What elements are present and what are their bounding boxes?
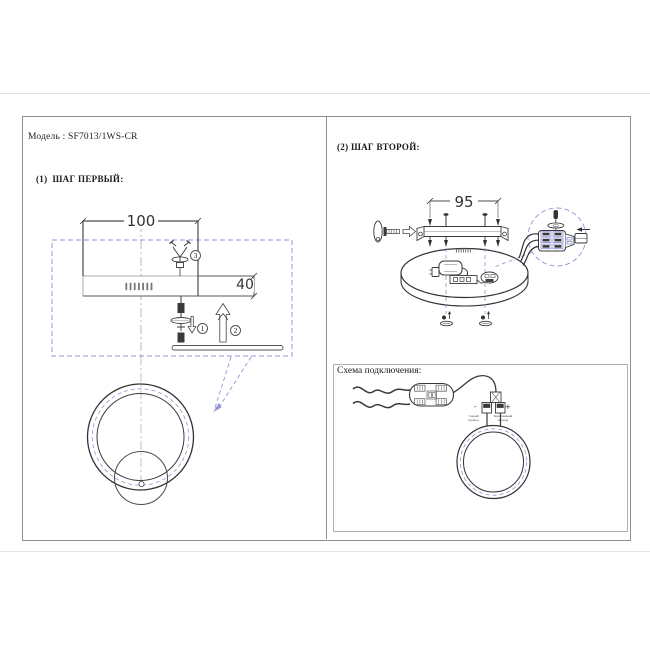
callout-3-badge: 3 (190, 250, 201, 261)
wiring-diagram (353, 376, 530, 499)
dashed-guide-box (52, 240, 292, 356)
callout-2-badge: 2 (230, 325, 241, 336)
lift-up-arrow (216, 304, 230, 343)
step1-drawing (52, 218, 292, 505)
stem-assembly (171, 296, 191, 343)
mounting-screw-assembly (170, 241, 191, 277)
step2-heading: (2) ШАГ ВТОРОЙ: (337, 142, 420, 152)
wire-connector (481, 272, 498, 283)
terminal-detail-callout (519, 208, 590, 266)
zoom-callout-leader (213, 357, 251, 412)
wire-label-left: Серый провод (468, 414, 479, 422)
mount-plate (83, 276, 254, 296)
disc-slots (457, 248, 471, 253)
ring-edge-view (172, 346, 283, 351)
bracket-screws (428, 213, 500, 247)
ring-lamp-front-view (88, 384, 194, 505)
mounting-bracket (417, 227, 508, 241)
callout-1-badge: 1 (197, 323, 208, 334)
disc-screws-washers (441, 311, 492, 326)
dimension-plate-width: 100 (124, 214, 158, 229)
plus-terminal-label: + (505, 403, 511, 411)
output-wire (454, 376, 497, 393)
step1-heading: (1) ШАГ ПЕРВЫЙ: (36, 174, 124, 184)
schema-plug (491, 392, 502, 403)
schema-ring (457, 426, 530, 499)
push-right-arrow (403, 227, 416, 237)
wiring-diagram-title: Схема подключения: (337, 366, 422, 376)
plate-slots (126, 284, 151, 290)
schema-driver (410, 384, 454, 407)
dimension-bracket-span: 95 (450, 195, 478, 209)
mains-wires (353, 387, 410, 408)
minus-terminal-label: - (474, 403, 477, 411)
model-label: Модель : SF7013/1WS-CR (28, 132, 138, 142)
step2-drawing (374, 198, 590, 326)
canopy-hole (139, 481, 144, 486)
wire-label-right: Коричневый провод (493, 414, 513, 422)
wall-plug-screw (374, 221, 416, 242)
dimension-plate-height: 40 (236, 277, 254, 293)
